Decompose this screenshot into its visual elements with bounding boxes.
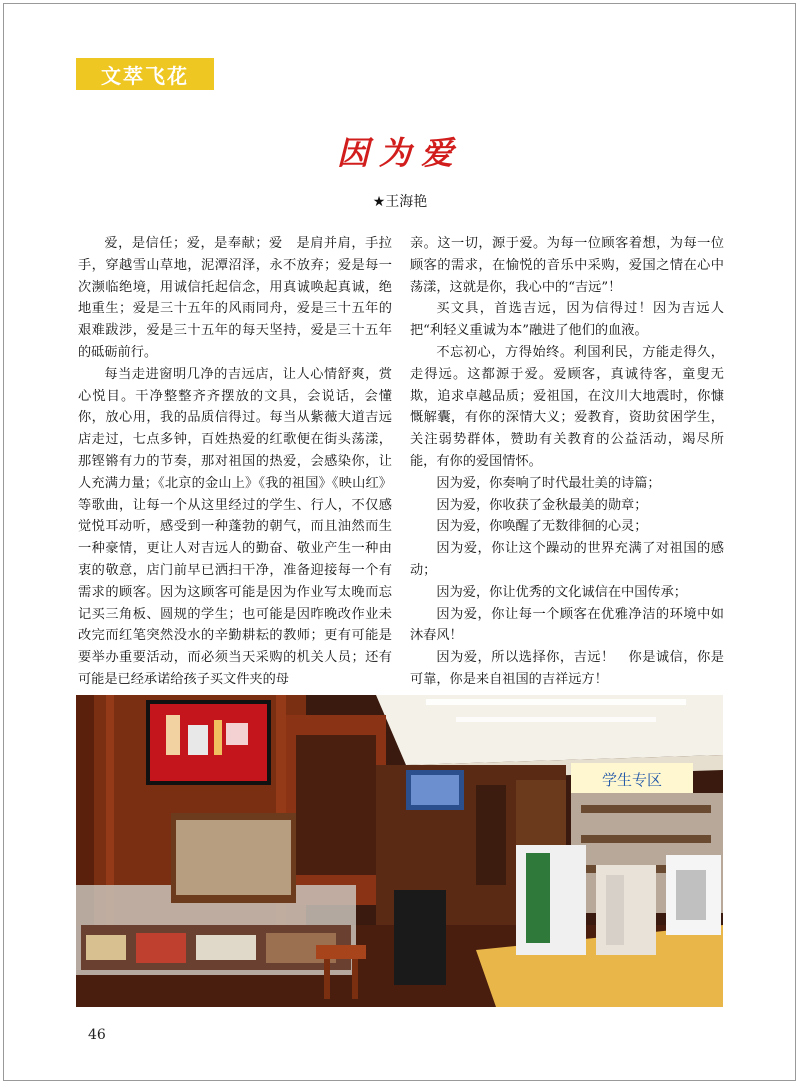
author-byline: ★王海艳 bbox=[372, 194, 428, 210]
right-column bbox=[410, 233, 724, 691]
store-sign: 学生专区 bbox=[601, 771, 663, 789]
page-number: 46 bbox=[88, 1027, 106, 1043]
paragraph: 因为爱，所以选择你，吉远！ 你是诚信，你是可靠，你是来自祖国的吉祥远方！ bbox=[410, 650, 724, 687]
paragraph: 因为爱，你让这个躁动的世界充满了对祖国的感动； bbox=[410, 541, 724, 578]
article-title: 因为爱 bbox=[336, 134, 463, 172]
left-column bbox=[78, 233, 392, 691]
paragraph: 因为爱，你唤醒了无数徘徊的心灵； bbox=[436, 519, 648, 535]
paragraph: 因为爱，你收获了金秋最美的勋章； bbox=[436, 497, 648, 513]
paragraph: 因为爱，你让每一个顾客在优雅净洁的环境中如沐春风！ bbox=[410, 606, 724, 644]
paragraph: 因为爱，你让优秀的文化诚信在中国传承； bbox=[436, 584, 687, 600]
paragraph: 每当走进窗明几净的吉远店，让人心情舒爽，赏心悦目。干净整整齐齐摆放的文具，会说话，会懂你，放心用，我的品质信得过。每当从紫薇大道吉远店走过，七点多钟，百姓热爱的红歌便在街头荡漾，那铿锵有力的节奏，那对祖国的热爱，会感染你，让人充满力量；《北京的金山上》《我的祖国》《映山红》等歌曲，让每一个从这里经过的学生、行人，不仅感觉悦耳动听，感受到一种蓬勃的朝气，而且油然而生一种豪情，更让人对吉远人的勤奋、敬业产生一种由衷的敬意，店门前早已洒扫干净，准备迎接每一个有需求的顾客。因为这顾客可能是因为作业写太晚而忘记买三角板、圆规的学生；也可能是因昨晚改作业未改完而红笔突然没水的辛勤耕耘的教师；更有可能是要举办重要活动，而必须当天采购的机关人员；还有可能是已经承诺给孩子买文件夹的母 bbox=[78, 366, 392, 687]
paragraph: 因为爱，你奏响了时代最壮美的诗篇； bbox=[436, 475, 661, 491]
paragraph: 买文具，首选吉远，因为信得过！因为吉远人把“利轻义重诚为本”融进了他们的血液。 bbox=[410, 301, 724, 339]
store-interior-photo bbox=[76, 695, 723, 1007]
paragraph: 亲。这一切，源于爱。为每一位顾客着想，为每一位顾客的需求，在愉悦的音乐中采购，爱国之情在心中荡漾，这就是你，我心中的“吉远”！ bbox=[410, 236, 724, 295]
column-tag: 文萃飞花 bbox=[76, 58, 214, 90]
paragraph: 不忘初心，方得始终。利国利民，方能走得久，走得远。这都源于爱。爱顾客，真诚待客，童叟无欺，追求卓越品质；爱祖国，在汶川大地震时，你慷慨解囊，有你的深情大义；爱教育，资助贫困学生，关注弱势群体，赞助有关教育的公益活动，竭尽所能，有你的爱国情怀。 bbox=[410, 344, 724, 469]
paragraph: 爱，是信任；爱，是奉献；爱 是肩并肩，手拉手，穿越雪山草地，泥潭沼泽，永不放弃；爱是每一次濒临绝境，用诚信托起信念，用真诚唤起真诚，绝地重生；爱是三十五年的风雨同舟，爱是三十五年的艰难跋涉，爱是三十五年的每天坚持，爱是三十五年的砥砺前行。 bbox=[78, 236, 392, 360]
